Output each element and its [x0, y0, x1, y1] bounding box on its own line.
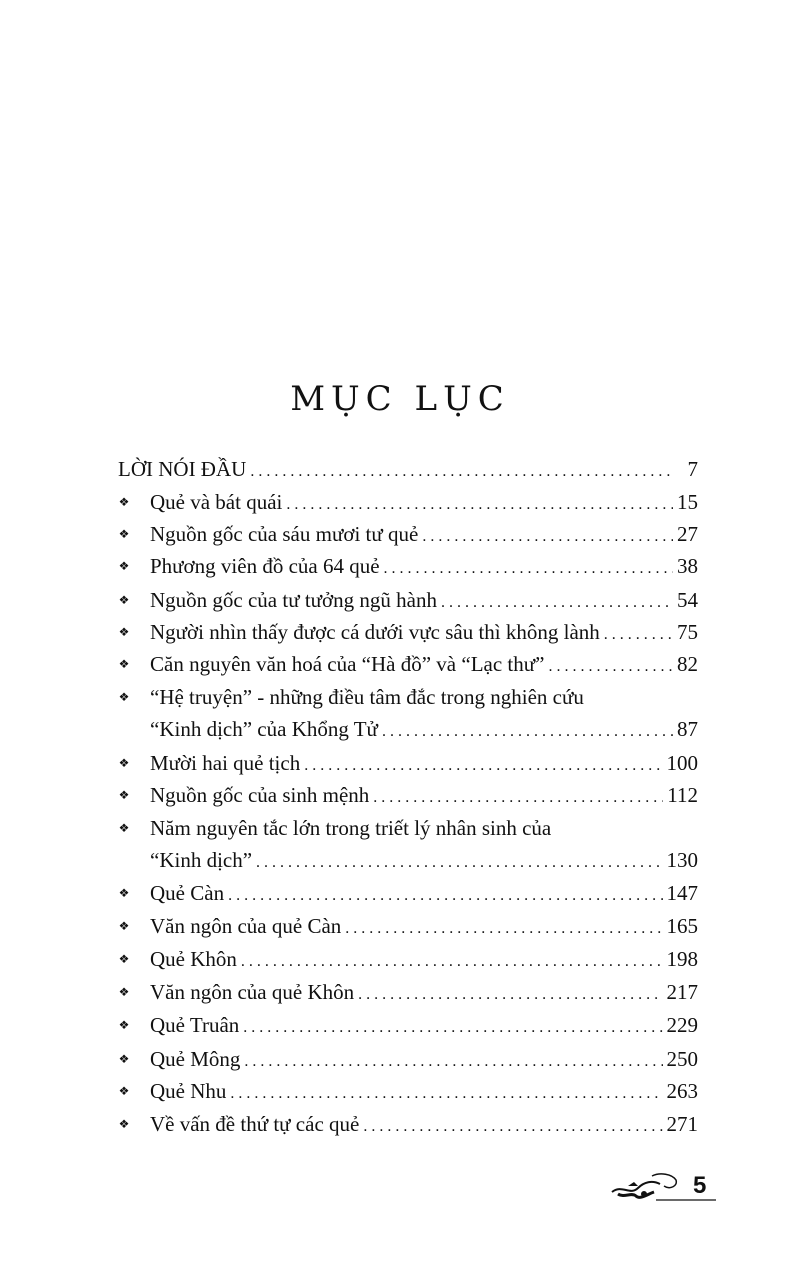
page-number: 5	[693, 1172, 707, 1199]
toc-page-number: 112	[667, 783, 698, 807]
toc-entry-label: Quẻ Càn	[150, 881, 225, 905]
dot-leader	[256, 847, 662, 879]
toc-page-number: 250	[666, 1047, 698, 1071]
diamond-bullet-icon: ❖	[118, 756, 130, 770]
toc-entry-label: Mười hai quẻ tịch	[150, 751, 301, 775]
toc-entry-continuation[interactable]	[0, 713, 800, 745]
dot-leader	[228, 880, 662, 912]
diamond-bullet-icon: ❖	[118, 985, 130, 999]
toc-entry[interactable]	[0, 910, 800, 942]
dot-leader	[250, 456, 674, 488]
toc-entry-label: Quẻ Truân	[150, 1013, 240, 1037]
diamond-bullet-icon: ❖	[118, 821, 130, 835]
page-title: MỤC LỤC	[290, 378, 510, 419]
toc-entry-label: Quẻ Khôn	[150, 947, 237, 971]
dot-leader	[345, 913, 662, 945]
toc-entry[interactable]	[0, 1043, 800, 1075]
dot-leader	[548, 651, 673, 683]
dot-leader	[604, 619, 673, 651]
toc-entry-label: Quẻ và bát quái	[150, 490, 283, 514]
toc-entry-label: Về vấn đề thứ tự các quẻ	[150, 1112, 360, 1136]
toc-entry[interactable]	[0, 1108, 800, 1140]
toc-page-number: 271	[666, 1112, 698, 1136]
toc-page-number: 82	[677, 652, 698, 676]
dot-leader	[363, 1111, 662, 1143]
dot-leader	[304, 750, 662, 782]
dot-leader	[230, 1078, 662, 1110]
diamond-bullet-icon: ❖	[118, 1084, 130, 1098]
toc-entry-label: Căn nguyên văn hoá của “Hà đồ” và “Lạc thư”	[150, 652, 545, 676]
diamond-bullet-icon: ❖	[118, 559, 130, 573]
diamond-bullet-icon: ❖	[118, 1117, 130, 1131]
diamond-bullet-icon: ❖	[118, 690, 130, 704]
toc-page-number: 229	[666, 1013, 698, 1037]
toc-entry[interactable]	[0, 648, 800, 680]
dot-leader	[358, 979, 662, 1011]
toc-entry[interactable]	[0, 616, 800, 648]
toc-entry-label: Phương viên đồ của 64 quẻ	[150, 554, 380, 578]
diamond-bullet-icon: ❖	[118, 527, 130, 541]
toc-page-number: 147	[666, 881, 698, 905]
toc-entry[interactable]	[0, 812, 800, 844]
diamond-bullet-icon: ❖	[118, 625, 130, 639]
toc-page-number: 75	[677, 620, 698, 644]
toc-page-number: 87	[677, 717, 698, 741]
toc-entry[interactable]	[0, 518, 800, 550]
toc-entry-label: Văn ngôn của quẻ Càn	[150, 914, 342, 938]
diamond-bullet-icon: ❖	[118, 657, 130, 671]
toc-entry-label: Năm nguyên tắc lớn trong triết lý nhân sinh của	[150, 816, 552, 840]
toc-page-number: 15	[677, 490, 698, 514]
toc-page-number: 165	[666, 914, 698, 938]
toc-page-number: 130	[666, 848, 698, 872]
toc-entry-label: Văn ngôn của quẻ Khôn	[150, 980, 355, 1004]
toc-entry[interactable]	[0, 550, 800, 582]
toc-entry-label: Nguồn gốc của sáu mươi tư quẻ	[150, 522, 419, 546]
toc-entry[interactable]	[0, 747, 800, 779]
toc-entry-label: LỜI NÓI ĐẦU	[118, 457, 247, 481]
toc-page-number: 38	[677, 554, 698, 578]
diamond-bullet-icon: ❖	[118, 1052, 130, 1066]
toc-entry[interactable]	[0, 584, 800, 616]
dot-leader	[243, 1012, 662, 1044]
toc-entry[interactable]	[0, 976, 800, 1008]
diamond-bullet-icon: ❖	[118, 952, 130, 966]
toc-entry[interactable]	[0, 681, 800, 713]
toc-entry[interactable]	[0, 1075, 800, 1107]
toc-entry-preface[interactable]	[0, 453, 800, 485]
dot-leader	[441, 587, 673, 619]
toc-entry-label: “Kinh dịch” của Khổng Tử	[150, 717, 378, 741]
diamond-bullet-icon: ❖	[118, 788, 130, 802]
toc-entry[interactable]	[0, 779, 800, 811]
toc-page-number: 263	[666, 1079, 698, 1103]
diamond-bullet-icon: ❖	[118, 1018, 130, 1032]
toc-page-number: 100	[666, 751, 698, 775]
toc-entry[interactable]	[0, 486, 800, 518]
dot-leader	[422, 521, 673, 553]
toc-page-number: 198	[666, 947, 698, 971]
diamond-bullet-icon: ❖	[118, 919, 130, 933]
toc-entry-label: Quẻ Nhu	[150, 1079, 227, 1103]
toc-entry[interactable]	[0, 943, 800, 975]
dot-leader	[373, 782, 663, 814]
toc-page-number: 7	[687, 457, 698, 481]
dot-leader	[382, 716, 673, 748]
toc-page-number: 217	[666, 980, 698, 1004]
toc-entry-label: Người nhìn thấy được cá dưới vực sâu thì không lành	[150, 620, 600, 644]
diamond-bullet-icon: ❖	[118, 886, 130, 900]
toc-entry-label: Nguồn gốc của sinh mệnh	[150, 783, 370, 807]
dot-leader	[384, 553, 673, 585]
toc-entry-continuation[interactable]	[0, 844, 800, 876]
toc-page-number: 27	[677, 522, 698, 546]
diamond-bullet-icon: ❖	[118, 495, 130, 509]
toc-entry-label: “Kinh dịch”	[150, 848, 253, 872]
toc-entry-label: “Hệ truyện” - những điều tâm đắc trong nghiên cứu	[150, 685, 584, 709]
toc-entry-label: Quẻ Mông	[150, 1047, 241, 1071]
diamond-bullet-icon: ❖	[118, 593, 130, 607]
dot-leader	[244, 1046, 662, 1078]
toc-entry[interactable]	[0, 1009, 800, 1041]
toc-entry-label: Nguồn gốc của tư tưởng ngũ hành	[150, 588, 437, 612]
toc-entry[interactable]	[0, 877, 800, 909]
dot-leader	[241, 946, 663, 978]
dot-leader	[286, 489, 673, 521]
toc-page-number: 54	[677, 588, 698, 612]
